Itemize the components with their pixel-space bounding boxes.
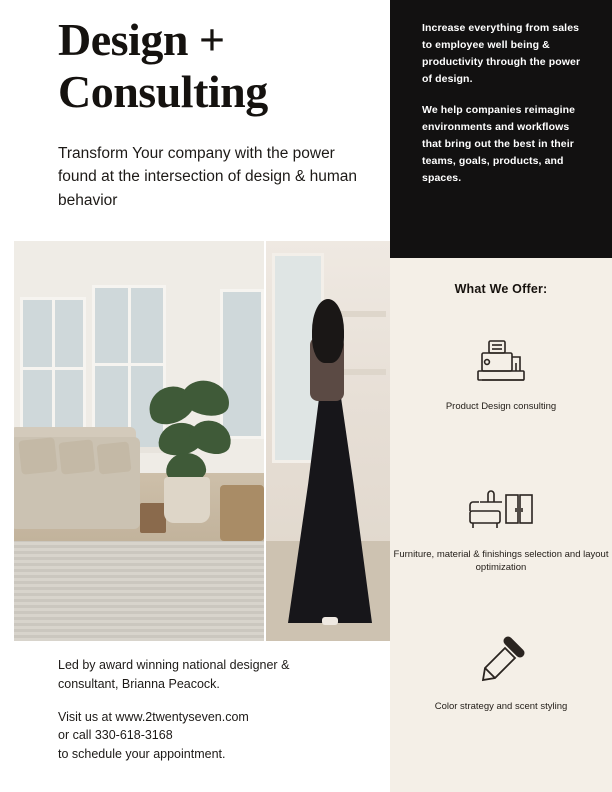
offer-item (390, 478, 612, 575)
portrait-shoe (322, 617, 338, 625)
interior-planter (164, 477, 210, 523)
window-mullion (92, 363, 166, 366)
dropper-icon (390, 630, 612, 692)
offer-caption (390, 700, 612, 713)
intro-paragraph-1: Increase everything from sales to employee well being & productivity through the power of design. (422, 22, 581, 85)
offer-caption (390, 548, 612, 575)
portrait-hair (312, 299, 344, 363)
offer-caption-line: and layout (564, 549, 609, 560)
offer-caption-line: consulting (513, 401, 557, 412)
credit-line-2: consultant, Brianna Peacock. (58, 676, 220, 691)
credit-paragraph (58, 656, 368, 694)
offer-caption-line: Color strategy and (434, 701, 513, 712)
portrait-shelf (338, 311, 386, 317)
credit-line-1: Led by award winning national designer & (58, 658, 290, 672)
subheadline-line-3: intersection of design & (144, 168, 306, 186)
sewing-machine-icon (390, 330, 612, 392)
offer-item (390, 330, 612, 413)
interior-living-room-photo (14, 241, 264, 641)
interior-cushion (58, 439, 95, 474)
contact-website[interactable]: Visit us at www.2twentyseven.com (58, 709, 249, 724)
offer-caption-line: finishings selection (482, 549, 562, 560)
offer-caption-line: Furniture, material & (393, 549, 480, 560)
intro-text (422, 20, 582, 187)
interior-side-table (140, 503, 166, 533)
furniture-icon (390, 478, 612, 540)
offer-caption-line: Product Design (445, 401, 511, 412)
subheadline (58, 142, 358, 212)
offer-caption-line: scent styling (514, 701, 568, 712)
interior-armchair (220, 485, 264, 541)
interior-window-right (220, 289, 264, 439)
subheadline-line-2: with the power found at the (58, 145, 335, 186)
intro-paragraph-2: We help companies reimagine environments and workflows that bring out the best in their teams, goals, products, and spaces. (422, 104, 576, 184)
contact-phone[interactable]: or call 330-618-3168 (58, 728, 173, 743)
page-title (58, 14, 378, 117)
offer-item (390, 630, 612, 713)
interior-cushion (18, 437, 57, 475)
interior-area-rug (14, 541, 264, 641)
interior-cushion (97, 441, 132, 474)
portrait-shelf (338, 369, 386, 375)
headline-line-1: Design + (58, 14, 225, 65)
subheadline-line-4: human behavior (58, 168, 358, 209)
dark-intro-panel (390, 0, 612, 258)
contact-cta: to schedule your appointment. (58, 747, 226, 761)
offer-caption (390, 400, 612, 413)
designer-portrait-photo (266, 241, 390, 641)
window-mullion (20, 367, 86, 370)
contact-paragraph (58, 708, 368, 764)
window-mullion (52, 297, 55, 447)
offer-section-title: What We Offer: (454, 282, 548, 296)
offer-caption-line: optimization (475, 562, 527, 574)
headline-line-2: Consulting (58, 65, 268, 117)
footer-text (58, 656, 368, 764)
right-sidebar (390, 0, 612, 792)
subheadline-line-1: Transform Your company (58, 145, 231, 162)
photo-collage (14, 241, 390, 641)
